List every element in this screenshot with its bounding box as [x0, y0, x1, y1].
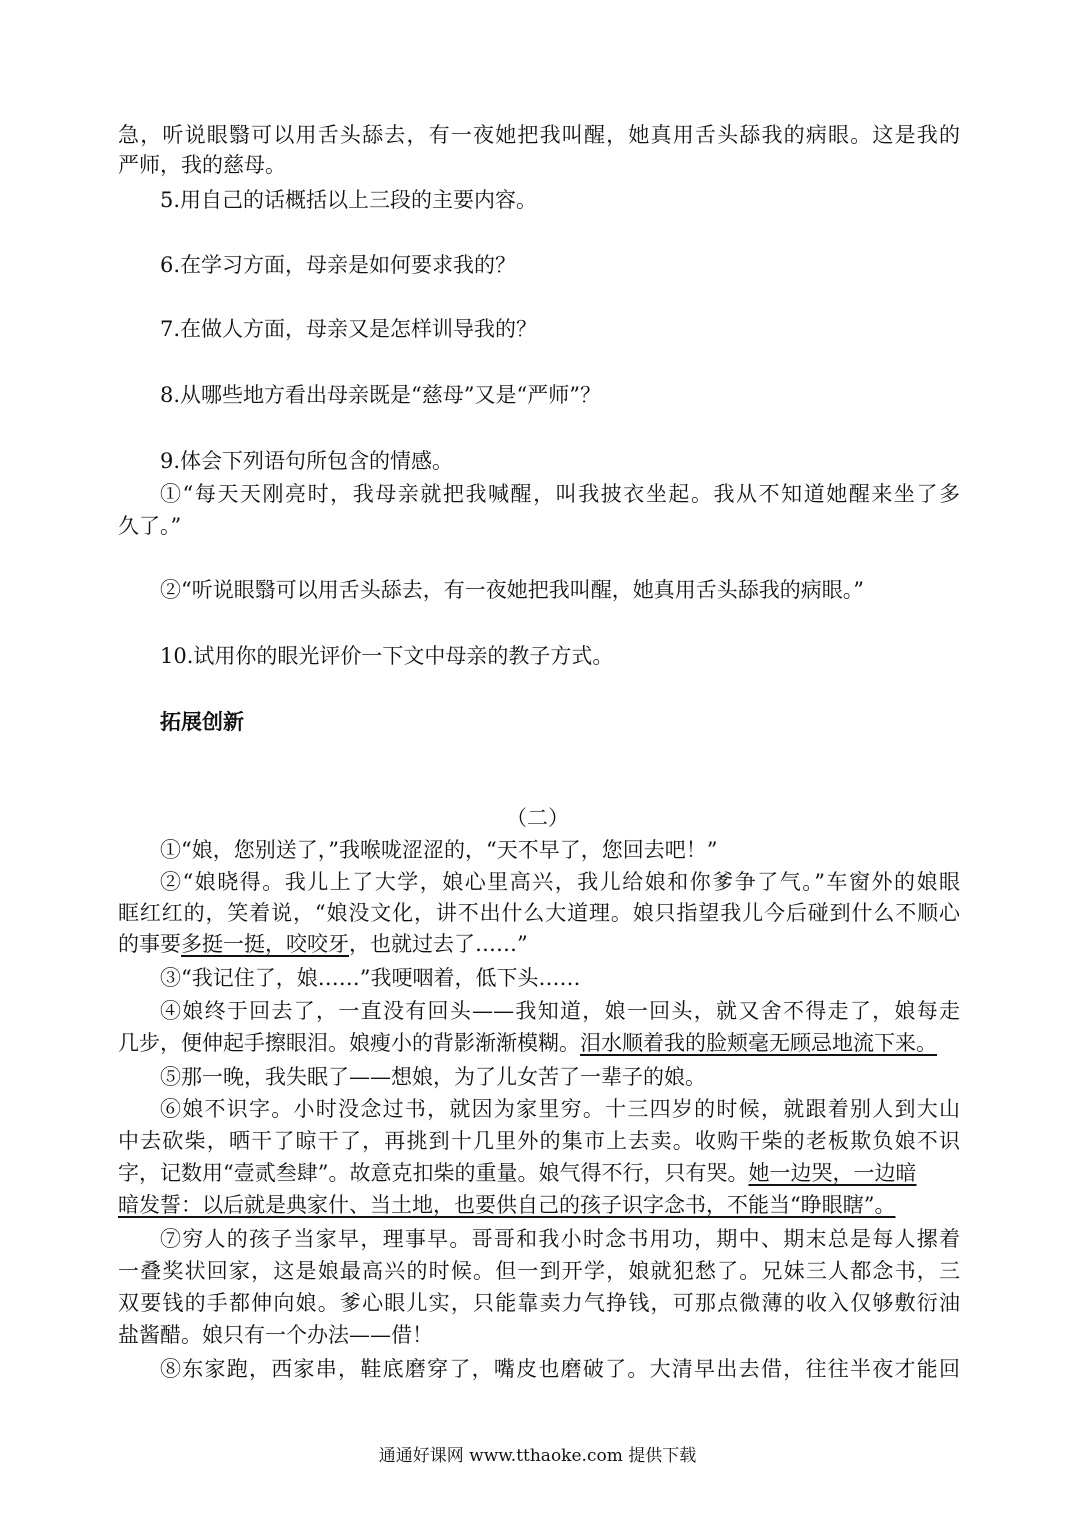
question-6: 6.在学习方面，母亲是如何要求我的？ — [160, 253, 517, 277]
question-10: 10.试用你的眼光评价一下文中母亲的教子方式。 — [160, 644, 614, 668]
text-line: 急，听说眼翳可以用舌头舔去，有一夜她把我叫醒，她真用舌头舔我的病眼。这是我的 — [118, 123, 960, 147]
paragraph-1: ①“娘，您别送了，”我喉咙涩涩的，“天不早了，您回去吧！” — [160, 838, 718, 862]
paragraph-3: ③“我记住了，娘……”我哽咽着，低下头…… — [160, 966, 581, 990]
paragraph-6-line: 中去砍柴，晒干了晾干了，再挑到十几里外的集市上去卖。收购干柴的老板欺负娘不识 — [118, 1129, 960, 1153]
plain-text: ，也就过去了……” — [349, 932, 528, 956]
paragraph-5: ⑤那一晚，我失眠了——想娘，为了儿女苦了一辈子的娘。 — [160, 1065, 706, 1089]
underlined-sentence: 泪水顺着我的脸颊毫无顾忌地流下来。 — [580, 1031, 937, 1055]
quote-1-line: ①“每天天刚亮时，我母亲就把我喊醒，叫我披衣坐起。我从不知道她醒来坐了多 — [160, 482, 960, 506]
quote-1-line: 久了。” — [118, 514, 182, 538]
paragraph-6-line: ⑥娘不识字。小时没念过书，就因为家里穷。十三四岁的时候，就跟着别人到大山 — [160, 1097, 960, 1121]
plain-text: 的事要 — [118, 932, 181, 956]
paragraph-6-line — [118, 1190, 960, 1220]
section-heading: 拓展创新 — [160, 710, 244, 734]
paragraph-2-line: 眶红红的，笑着说，“娘没文化，讲不出什么大道理。娘只指望我儿今后碰到什么不顺心 — [118, 901, 960, 925]
plain-text: 字，记数用“壹贰叁肆”。故意克扣柴的重量。娘气得不行，只有哭。 — [118, 1161, 749, 1185]
paragraph-2-line: ②“娘晓得。我儿上了大学，娘心里高兴，我儿给娘和你爹争了气。”车窗外的娘眼 — [160, 870, 960, 894]
plain-text: 几步，便伸起手擦眼泪。娘瘦小的背影渐渐模糊。 — [118, 1031, 580, 1055]
paragraph-8-line: ⑧东家跑，西家串，鞋底磨穿了，嘴皮也磨破了。大清早出去借，往往半夜才能回 — [160, 1357, 960, 1381]
paragraph-7-line: 双要钱的手都伸向娘。爹心眼儿实，只能靠卖力气挣钱，可那点微薄的收入仅够敷衍油 — [118, 1291, 960, 1315]
underlined-phrase: 多挺一挺，咬咬牙 — [181, 932, 349, 956]
passage-number: （二） — [506, 806, 569, 830]
question-8: 8.从哪些地方看出母亲既是“慈母”又是“严师”？ — [160, 383, 601, 407]
paragraph-2-line — [118, 929, 960, 959]
text-line: 严师，我的慈母。 — [118, 153, 286, 177]
question-9: 9.体会下列语句所包含的情感。 — [160, 449, 454, 473]
underlined-sentence: 暗发誓：以后就是典家什、当土地，也要供自己的孩子识字念书，不能当“睁眼瞎”。 — [118, 1193, 896, 1217]
question-7: 7.在做人方面，母亲又是怎样训导我的？ — [160, 317, 538, 341]
paragraph-7-line: ⑦穷人的孩子当家早，理事早。哥哥和我小时念书用功，期中、期末总是每人摞着 — [160, 1227, 960, 1251]
paragraph-7-line: 盐酱醋。娘只有一个办法——借！ — [118, 1323, 433, 1347]
paragraph-4-line — [118, 1028, 960, 1058]
paragraph-7-line: 一叠奖状回家，这是娘最高兴的时候。但一到开学，娘就犯愁了。兄妹三人都念书，三 — [118, 1259, 960, 1283]
quote-2-line: ②“听说眼翳可以用舌头舔去，有一夜她把我叫醒，她真用舌头舔我的病眼。” — [160, 578, 864, 602]
page-footer: 通通好课网 www.tthaoke.com 提供下载 — [378, 1446, 697, 1466]
underlined-sentence: 她一边哭，一边暗 — [748, 1161, 917, 1185]
paragraph-6-line — [118, 1158, 960, 1188]
question-5: 5.用自己的话概括以上三段的主要内容。 — [160, 188, 538, 212]
paragraph-4-line: ④娘终于回去了，一直没有回头——我知道，娘一回头，就又舍不得走了，娘每走 — [160, 999, 960, 1023]
